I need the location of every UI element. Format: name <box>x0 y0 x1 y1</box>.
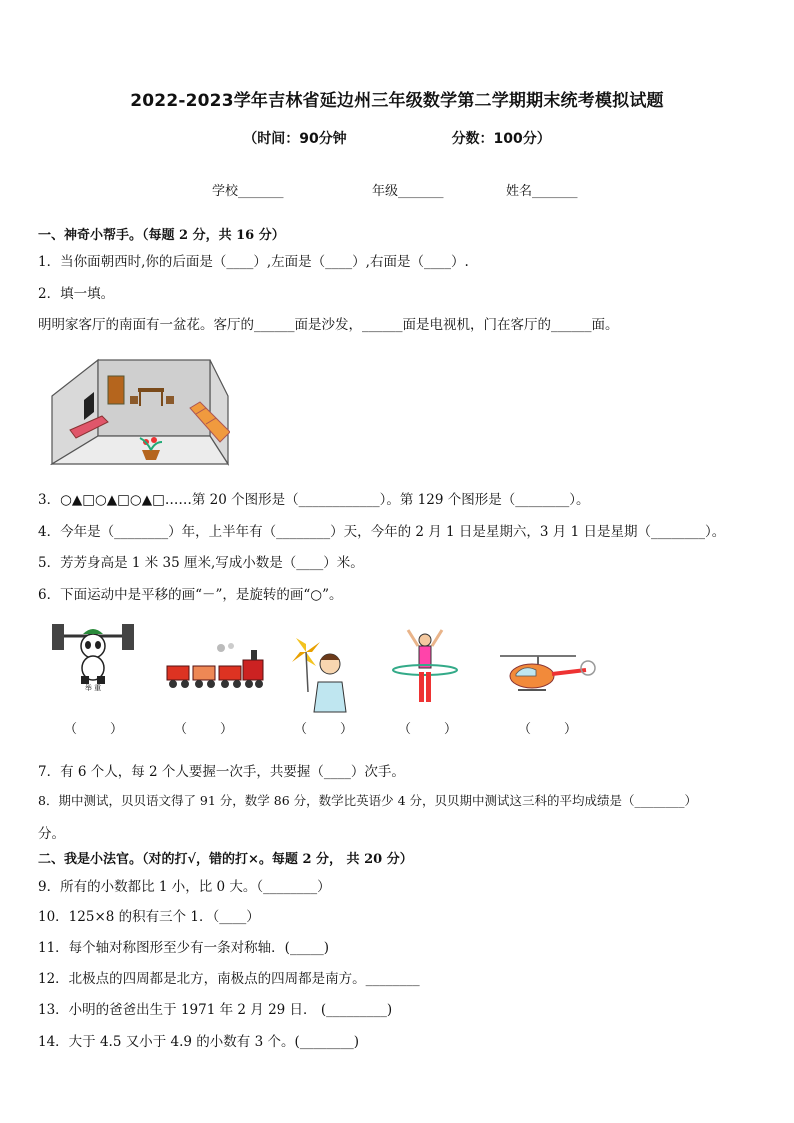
answer-paren-3[interactable]: （ ） <box>294 722 354 737</box>
pinwheel-boy-picture <box>290 632 350 714</box>
toy-train-picture <box>165 642 267 692</box>
helicopter-picture <box>496 646 600 696</box>
question-12: 12．北极点的四周都是北方，南极点的四周都是南方。________ <box>38 971 420 987</box>
question-10: 10．125×8 的积有三个 1．（____） <box>38 909 260 925</box>
answer-paren-1[interactable]: （ ） <box>64 722 124 737</box>
school-field[interactable]: 学校_______ <box>212 184 284 199</box>
exam-time: （时间：90分钟 <box>243 131 347 147</box>
hula-hoop-girl-picture <box>390 626 460 710</box>
question-1: 1．当你面朝西时,你的后面是（____）,左面是（____）,右面是（____）. <box>38 254 469 270</box>
exam-meta <box>0 128 794 148</box>
grade-field[interactable]: 年级_______ <box>372 184 444 199</box>
answer-paren-5[interactable]: （ ） <box>518 722 578 737</box>
question-2: 2．填一填。 <box>38 286 115 302</box>
question-8: 8．期中测试，贝贝语文得了 91 分，数学 86 分，数学比英语少 4 分，贝贝期中测试这三科的平均成绩是（________） <box>38 793 698 808</box>
weightlifting-caption: 举 重 <box>84 684 102 692</box>
page-title: 2022-2023学年吉林省延边州三年级数学第二学期期末统考模拟试题 <box>130 91 664 111</box>
question-6: 6．下面运动中是平移的画“－”，是旋转的画“○”。 <box>38 587 343 603</box>
question-13: 13．小明的爸爸出生于 1971 年 2 月 29 日． (_________) <box>38 1002 393 1018</box>
question-3: 3．○▲□○▲□○▲□……第 20 个图形是（____________）。第 129 个图形是（________）。 <box>38 492 590 508</box>
question-5: 5．芳芳身高是 1 米 35 厘米,写成小数是（____）米。 <box>38 555 364 571</box>
question-14: 14．大于 4.5 又小于 4.9 的小数有 3 个。(________) <box>38 1034 359 1050</box>
question-9: 9．所有的小数都比 1 小，比 0 大。（________） <box>38 879 331 895</box>
question-8-continued: 分。 <box>38 826 65 842</box>
answer-paren-2[interactable]: （ ） <box>174 722 234 737</box>
name-field[interactable]: 姓名_______ <box>506 184 578 199</box>
question-7: 7．有 6 个人，每 2 个人要握一次手，共要握（____）次手。 <box>38 764 405 780</box>
answer-paren-4[interactable]: （ ） <box>398 722 458 737</box>
question-2-text: 明明家客厅的南面有一盆花。客厅的______面是沙发，______面是电视机，门在客厅的______面。 <box>38 317 619 333</box>
weightlifting-panda-picture <box>48 620 138 692</box>
question-4: 4．今年是（________）年，上半年有（________）天，今年的 2 月 1 日是星期六，3 月 1 日是星期（________）。 <box>38 524 726 540</box>
exam-score: 分数：100分） <box>451 131 551 147</box>
section-2-heading: 二、我是小法官。（对的打√，错的打×。每题 2 分， 共 20 分） <box>38 852 413 867</box>
section-1-heading: 一、神奇小帮手。（每题 2 分，共 16 分） <box>38 228 285 243</box>
living-room-illustration <box>50 356 230 466</box>
question-11: 11．每个轴对称图形至少有一条对称轴．(_____) <box>38 940 329 956</box>
